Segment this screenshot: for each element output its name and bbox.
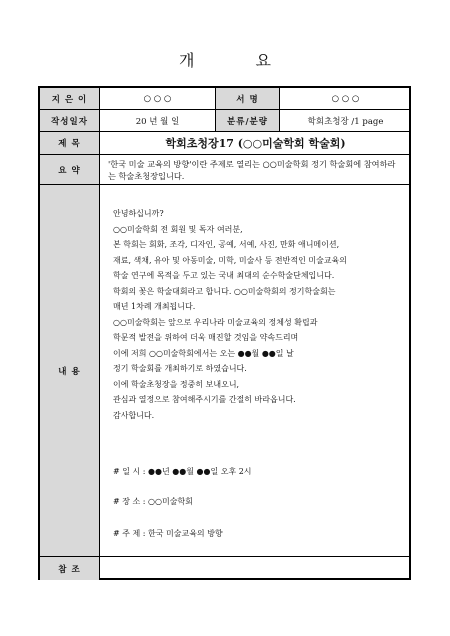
letter-line: 안녕하십니까?	[113, 209, 164, 218]
event-place-line: # 장 소 : ○○미술학회	[113, 497, 193, 506]
reference-label: 참 조	[40, 557, 100, 580]
author-label: 지 은 이	[40, 88, 100, 109]
letter-line: 관심과 열정으로 참여해주시기를 간절히 바라옵니다.	[113, 395, 296, 404]
letter-body	[113, 206, 347, 423]
letter-line: ○○미술학회 전 회원 및 독자 여러분,	[113, 224, 243, 234]
author-value: ○ ○ ○	[100, 88, 216, 109]
letter-line: 감사합니다.	[113, 410, 155, 420]
category-label: 분류/분량	[216, 110, 280, 131]
category-value: 학회초청장 /1 page	[307, 116, 384, 127]
letter-line: 학회의 꽃은 학술대회라고 합니다. ○○미술학회의 정기학술회는	[113, 286, 336, 296]
letter-line: 학문적 발전을 위하여 더욱 매진할 것임을 약속드리며	[113, 333, 299, 342]
summary-value: '한국 미술 교육의 방향'이란 주제로 열리는 ○○미술학회 정기 학술회에 참여하라는 학술초청장입니다.	[108, 158, 396, 181]
date-label: 작성일자	[40, 110, 100, 131]
event-date-line: # 일 시 : ●●년 ●●월 ●●일 오후 2시	[113, 467, 252, 476]
signer-value: ○ ○ ○	[331, 93, 360, 104]
event-topic-line: # 주 제 : 한국 미술교육의 방향	[113, 529, 223, 538]
date-row	[40, 110, 409, 132]
signer-label: 서 명	[216, 88, 280, 109]
letter-line: ○○미술학회는 앞으로 우리나라 미술교육의 정체성 확립과	[113, 317, 318, 327]
summary-label: 요 약	[40, 155, 100, 184]
content-label: 내 용	[40, 185, 100, 556]
letter-line: 매년 1차례 개최됩니다.	[113, 302, 196, 311]
author-row	[40, 88, 409, 110]
page-title: 개 요	[179, 51, 299, 70]
letter-line: 학술 연구에 목적을 두고 있는 국내 최대의 순수학술단체입니다.	[113, 271, 335, 280]
summary-row	[40, 155, 409, 185]
subject-row	[40, 132, 409, 155]
date-value: 20 년 월 일	[100, 110, 216, 131]
reference-row	[40, 557, 409, 580]
letter-line: 재료, 색채, 유아 및 아동미술, 미학, 미술사 등 전반적인 미술교육의	[113, 255, 347, 265]
letter-line: 이에 저희 ○○미술학회에서는 오는 ●●월 ●●일 날	[113, 348, 294, 358]
subject-value: 학회초청장17 (○○미술학회 학술회)	[165, 137, 346, 150]
overview-form	[38, 86, 411, 580]
letter-line: 정기 학술회를 개최하기로 하였습니다.	[113, 364, 247, 373]
subject-label: 제 목	[40, 132, 100, 154]
letter-line: 이에 학술초청장을 정중히 보내오니,	[113, 379, 240, 389]
letter-line: 본 학회는 회화, 조각, 디자인, 공예, 서예, 사진, 만화 애니메이션,	[113, 240, 340, 249]
